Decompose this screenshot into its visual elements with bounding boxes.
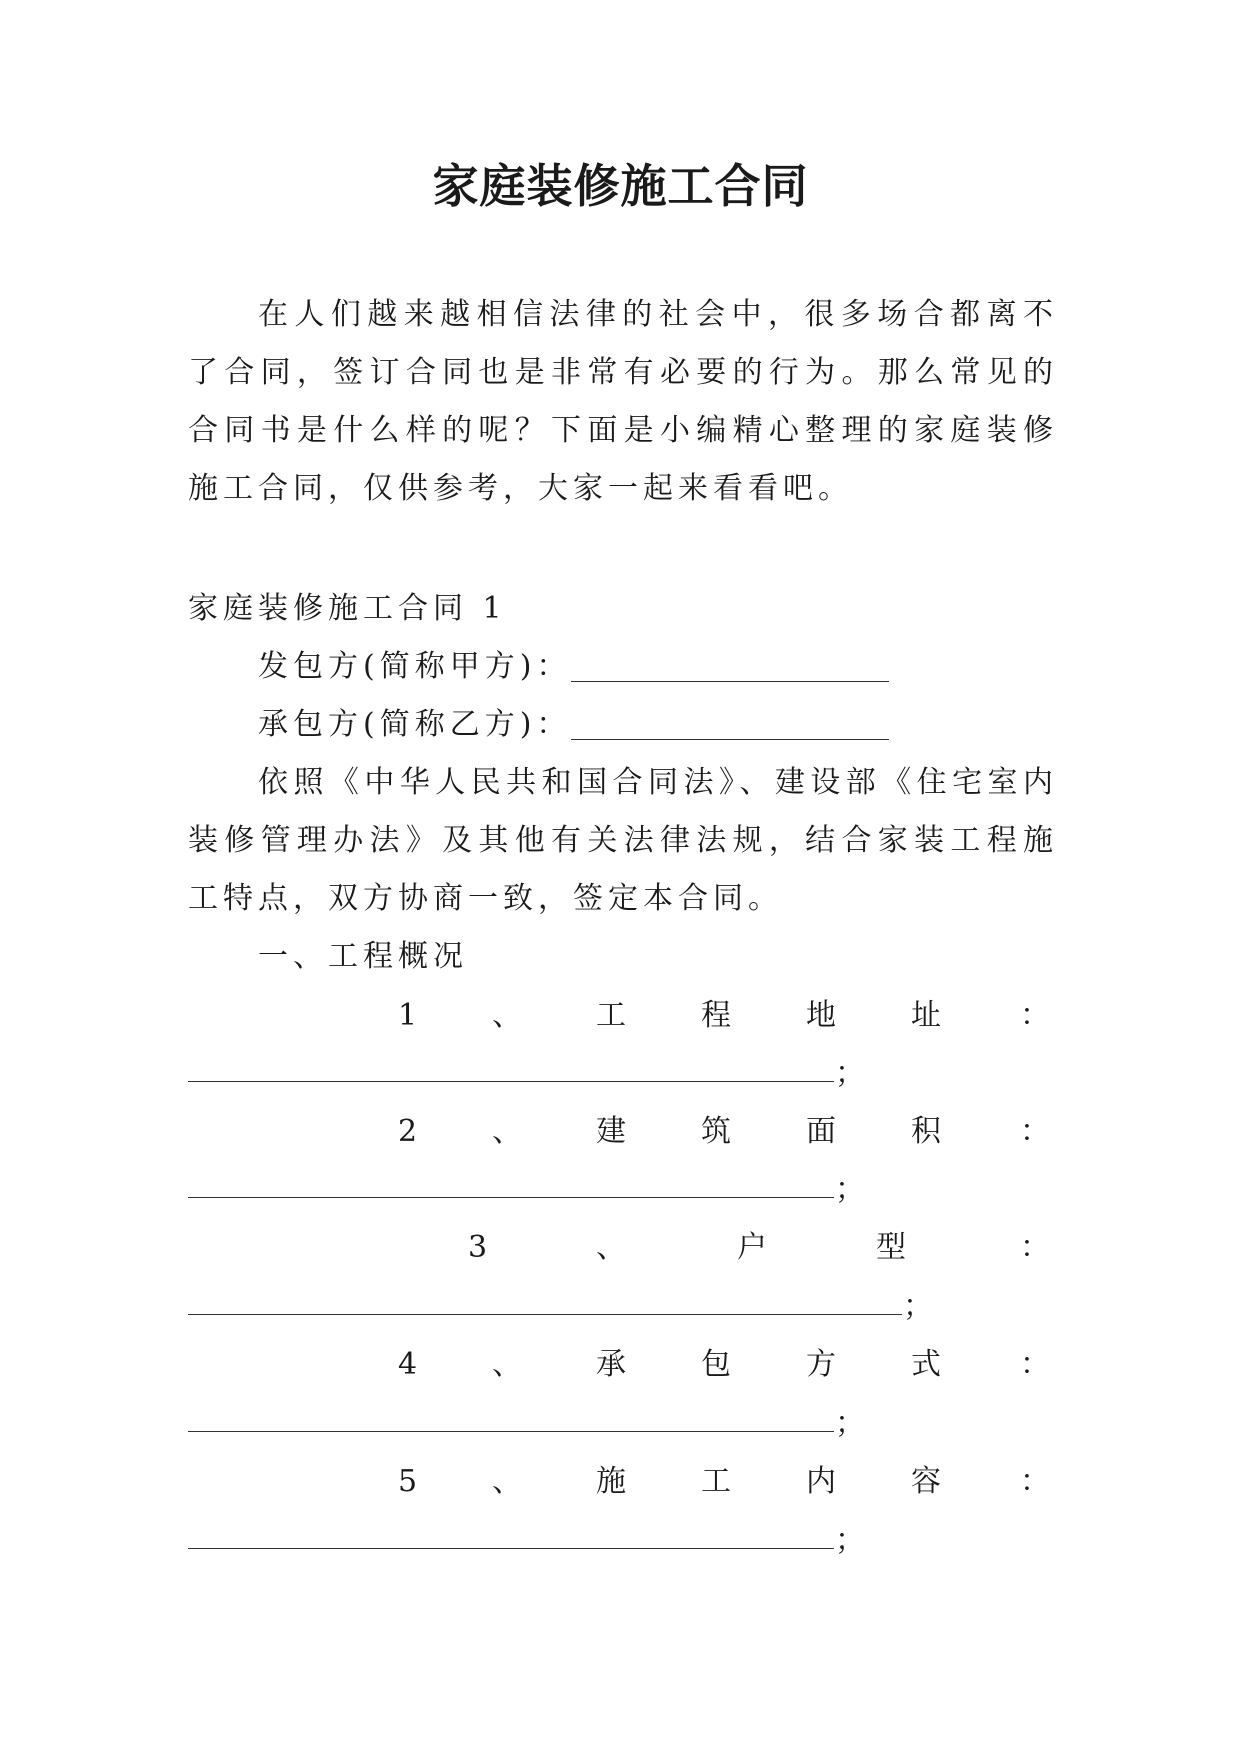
item-char: 积: [911, 1114, 941, 1149]
item-number: 4: [398, 1347, 418, 1382]
item-char: 内: [806, 1464, 836, 1499]
item-colon: ：: [1020, 998, 1050, 1033]
fill-line-layout[interactable]: [188, 1314, 902, 1315]
legal-basis-paragraph: 依照《中华人民共和国合同法》、建设部《住宅室内装修管理办法》及其他有关法律法规，结合家装工程施工特点，双方协商一致，签定本合同。: [188, 765, 1058, 916]
item-char: 工: [596, 998, 626, 1033]
item-char: 式: [911, 1347, 941, 1382]
item-number: 3: [468, 1230, 488, 1265]
item-char: 程: [701, 998, 731, 1033]
item-char: 址: [911, 998, 941, 1033]
item-char: 包: [701, 1347, 731, 1382]
item-char: 型: [876, 1230, 906, 1265]
item-char: 承: [596, 1347, 626, 1382]
item-end-punct: ；: [835, 1172, 865, 1207]
item-char: 面: [806, 1114, 836, 1149]
item-char: 容: [911, 1464, 941, 1499]
item-colon: ：: [1020, 1464, 1050, 1499]
contract-heading: 家庭装修施工合同 1: [188, 591, 507, 626]
item-colon: ：: [1020, 1347, 1050, 1382]
item-separator: 、: [492, 1114, 522, 1149]
item-end-punct: ；: [835, 1523, 865, 1558]
item-separator: 、: [492, 1347, 522, 1382]
item-end-punct: ；: [835, 1056, 865, 1091]
item-char: 建: [596, 1114, 626, 1149]
party-b-blank[interactable]: [571, 711, 889, 740]
item-colon: ：: [1020, 1114, 1050, 1149]
item-end-punct: ；: [835, 1406, 865, 1441]
party-a-label: 发包方(简称甲方)：: [258, 649, 572, 684]
item-number: 1: [398, 998, 418, 1033]
fill-line-address[interactable]: [188, 1081, 834, 1082]
item-end-punct: ；: [903, 1289, 933, 1324]
party-a-line: [258, 638, 889, 696]
item-separator: 、: [492, 998, 522, 1033]
fill-line-contract-mode[interactable]: [188, 1431, 834, 1432]
section-heading-overview: 一、工程概况: [258, 939, 468, 974]
item-char: 方: [806, 1347, 836, 1382]
item-separator: 、: [492, 1464, 522, 1499]
party-a-blank[interactable]: [571, 653, 889, 682]
fill-line-area[interactable]: [188, 1197, 834, 1198]
item-colon: ：: [1020, 1230, 1050, 1265]
item-separator: 、: [596, 1230, 626, 1265]
item-char: 筑: [701, 1114, 731, 1149]
item-char: 户: [737, 1230, 767, 1265]
page-title: 家庭装修施工合同: [432, 159, 809, 213]
intro-paragraph: 在人们越来越相信法律的社会中，很多场合都离不了合同，签订合同也是非常有必要的行为。那么常见的合同书是什么样的呢？下面是小编精心整理的家庭装修施工合同，仅供参考，大家一起来看看吧。: [188, 297, 1058, 506]
item-char: 地: [806, 998, 836, 1033]
party-b-label: 承包方(简称乙方)：: [258, 707, 572, 742]
item-char: 施: [596, 1464, 626, 1499]
fill-line-work-content[interactable]: [188, 1548, 834, 1549]
party-b-line: [258, 696, 889, 754]
item-char: 工: [701, 1464, 731, 1499]
item-number: 5: [398, 1464, 418, 1499]
item-number: 2: [398, 1114, 418, 1149]
